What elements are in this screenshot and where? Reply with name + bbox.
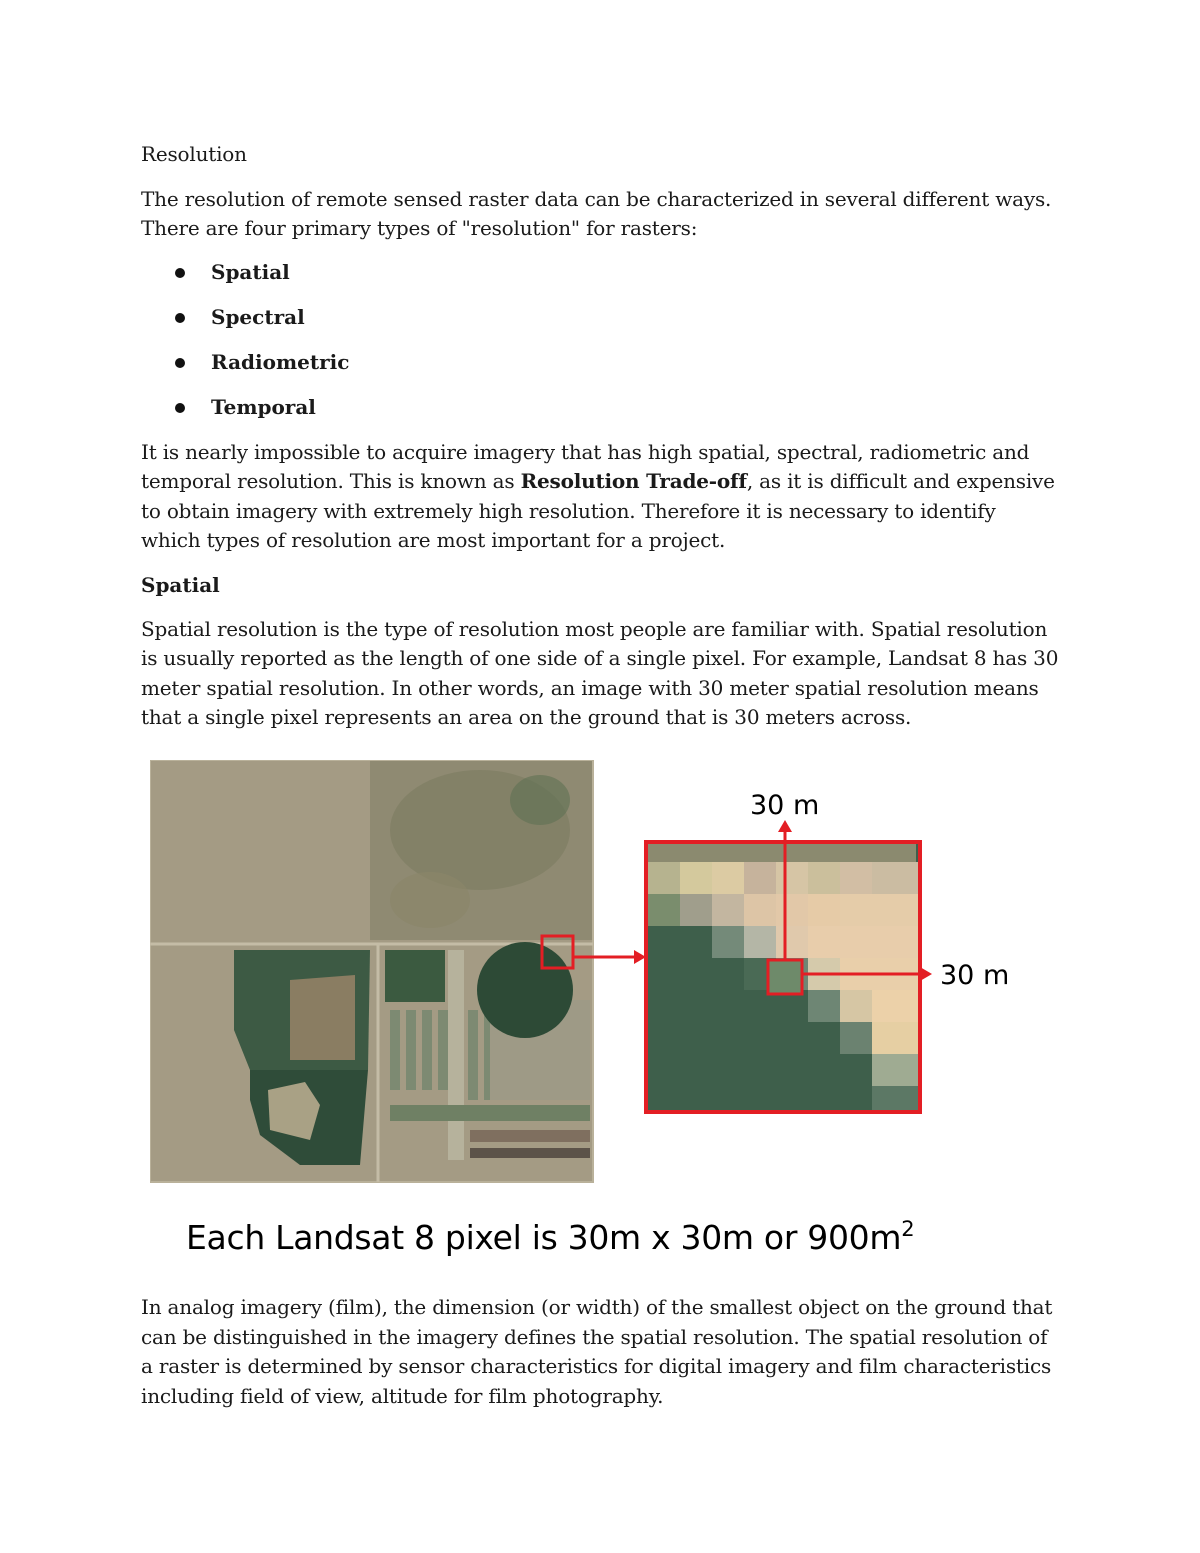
single-pixel [768, 960, 802, 994]
figure-graphic [150, 760, 1050, 1220]
spatial-heading: Spatial [141, 572, 220, 597]
figure-caption: Each Landsat 8 pixel is 30m x 30m or $900m^2$ [186, 1217, 915, 1257]
list-item: Spectral [141, 303, 1061, 332]
top-dimension-label: 30 m [750, 790, 820, 821]
satellite-image [150, 760, 593, 1182]
intro-paragraph: The resolution of remote sensed raster data can be characterized in several different ways. There are four primary types of "resolution" for rasters: [141, 186, 1052, 240]
resolution-types-list [141, 258, 1061, 422]
analog-paragraph: In analog imagery (film), the dimension (or width) of the smallest object on the ground that can be distinguished in the imagery defines the spatial resolution. The spatial resolution of a raster is determined by sensor characteristics for digital imagery and film characteristics including field of view, altitude for film photography. [141, 1295, 1053, 1408]
tradeoff-term: Resolution Trade-off [520, 469, 747, 493]
document-body [141, 140, 1061, 733]
analog-section [141, 1293, 1061, 1411]
list-item: Temporal [141, 393, 1061, 422]
list-item: Radiometric [141, 348, 1061, 377]
bullet-icon [175, 313, 185, 323]
bullet-icon [175, 358, 185, 368]
landsat-pixel-figure [150, 760, 1050, 1260]
right-dimension-label: 30 m [940, 960, 1010, 991]
bullet-icon [175, 403, 185, 413]
bullet-icon [175, 268, 185, 278]
tradeoff-paragraph: It is nearly impossible to acquire imagery that has high spatial, spectral, radiometric and temporal resolution. This is known as Resolution Trade-off, as it is difficult and expensive to obtain imagery with extremely high resolution. Therefore it is necessary to identify which types of resolution are most important for a project. [141, 439, 1055, 552]
spatial-paragraph: Spatial resolution is the type of resolution most people are familiar with. Spatial resolution is usually reported as the length of one side of a single pixel. For example, Landsat 8 has 30 meter spatial resolution. In other words, an image with 30 meter spatial resolution means that a single pixel represents an area on the ground that is 30 meters across. [141, 616, 1059, 729]
pixel-grid [646, 842, 920, 1112]
section-title: Resolution [141, 142, 247, 166]
list-item: Spatial [141, 258, 1061, 287]
